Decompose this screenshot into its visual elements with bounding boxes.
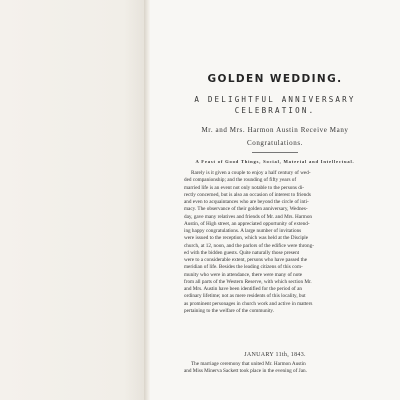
text-line: ing happy congratulations. A large number of invitations xyxy=(184,228,302,234)
deck-line-1: Mr. and Mrs. Harmon Austin Receive Many xyxy=(201,126,349,134)
headline: GOLDEN WEDDING. xyxy=(207,73,343,85)
text-line: meridian of life. Besides the leading citizens of this com- xyxy=(184,264,303,271)
text-line: church, at 12, noon, and the parlors of the edifice were throng- xyxy=(184,242,314,249)
left-blank-page xyxy=(0,0,146,400)
text-line: from all parts of the Western Reserve, with which section Mr. xyxy=(184,278,312,285)
divider-rule xyxy=(252,152,298,153)
text-line: pertaining to the welfare of the community. xyxy=(184,307,274,314)
text-line: Rarely is it given a couple to enjoy a half century of wed- xyxy=(191,170,311,176)
paragraph-2 xyxy=(184,361,378,376)
text-line: as prominent personages in church work and active in matters xyxy=(184,300,313,307)
dateline: JANUARY 11th, 1843. xyxy=(244,352,306,358)
text-line: ed with the bidden guests. Quite naturally those present xyxy=(184,249,300,256)
text-line: macy. The observance of their golden anniversary, Wednes- xyxy=(184,206,308,213)
text-line: Austin, of High street, an appreciated opportunity of extend- xyxy=(184,220,310,227)
text-line: ded companionship; and the rounding of fifty years of xyxy=(184,177,297,184)
section-heading: A Feast of Good Things, Social, Material and Intellectual. xyxy=(195,159,355,164)
text-line: ordinary lifetime; not as mere residents of this locality, but xyxy=(184,293,306,300)
text-line: and Miss Minerva Sackett took place in the evening of Jan. xyxy=(184,368,307,375)
text-line: and Mrs. Austin have been identified for the period of an xyxy=(184,286,302,292)
text-line: and even to acquaintances who are beyond the circle of inti- xyxy=(184,199,309,205)
text-line: married life is an event not only notable to the persons di- xyxy=(184,184,305,191)
text-line: munity who were in attendance, there were many of note xyxy=(184,271,303,278)
text-line: were to a considerable extent, persons who have passed the xyxy=(184,257,308,263)
paragraph-1 xyxy=(184,170,378,315)
subheadline-line-1: A DELIGHTFUL ANNIVERSARY xyxy=(194,95,356,104)
subheadline-line-2: CELEBRATION. xyxy=(234,106,316,115)
deck-line-2: Congratulations. xyxy=(246,139,304,147)
text-line: The marriage ceremony that united Mr. Harmon Austin xyxy=(191,361,306,367)
text-line: rectly concerned, but is also an occasion of interest to friends xyxy=(184,191,311,198)
text-line: day, gave many relatives and friends of Mr. and Mrs. Harmon xyxy=(184,213,313,220)
text-line: were issued to the reception, which was held at the Disciple xyxy=(184,235,309,242)
